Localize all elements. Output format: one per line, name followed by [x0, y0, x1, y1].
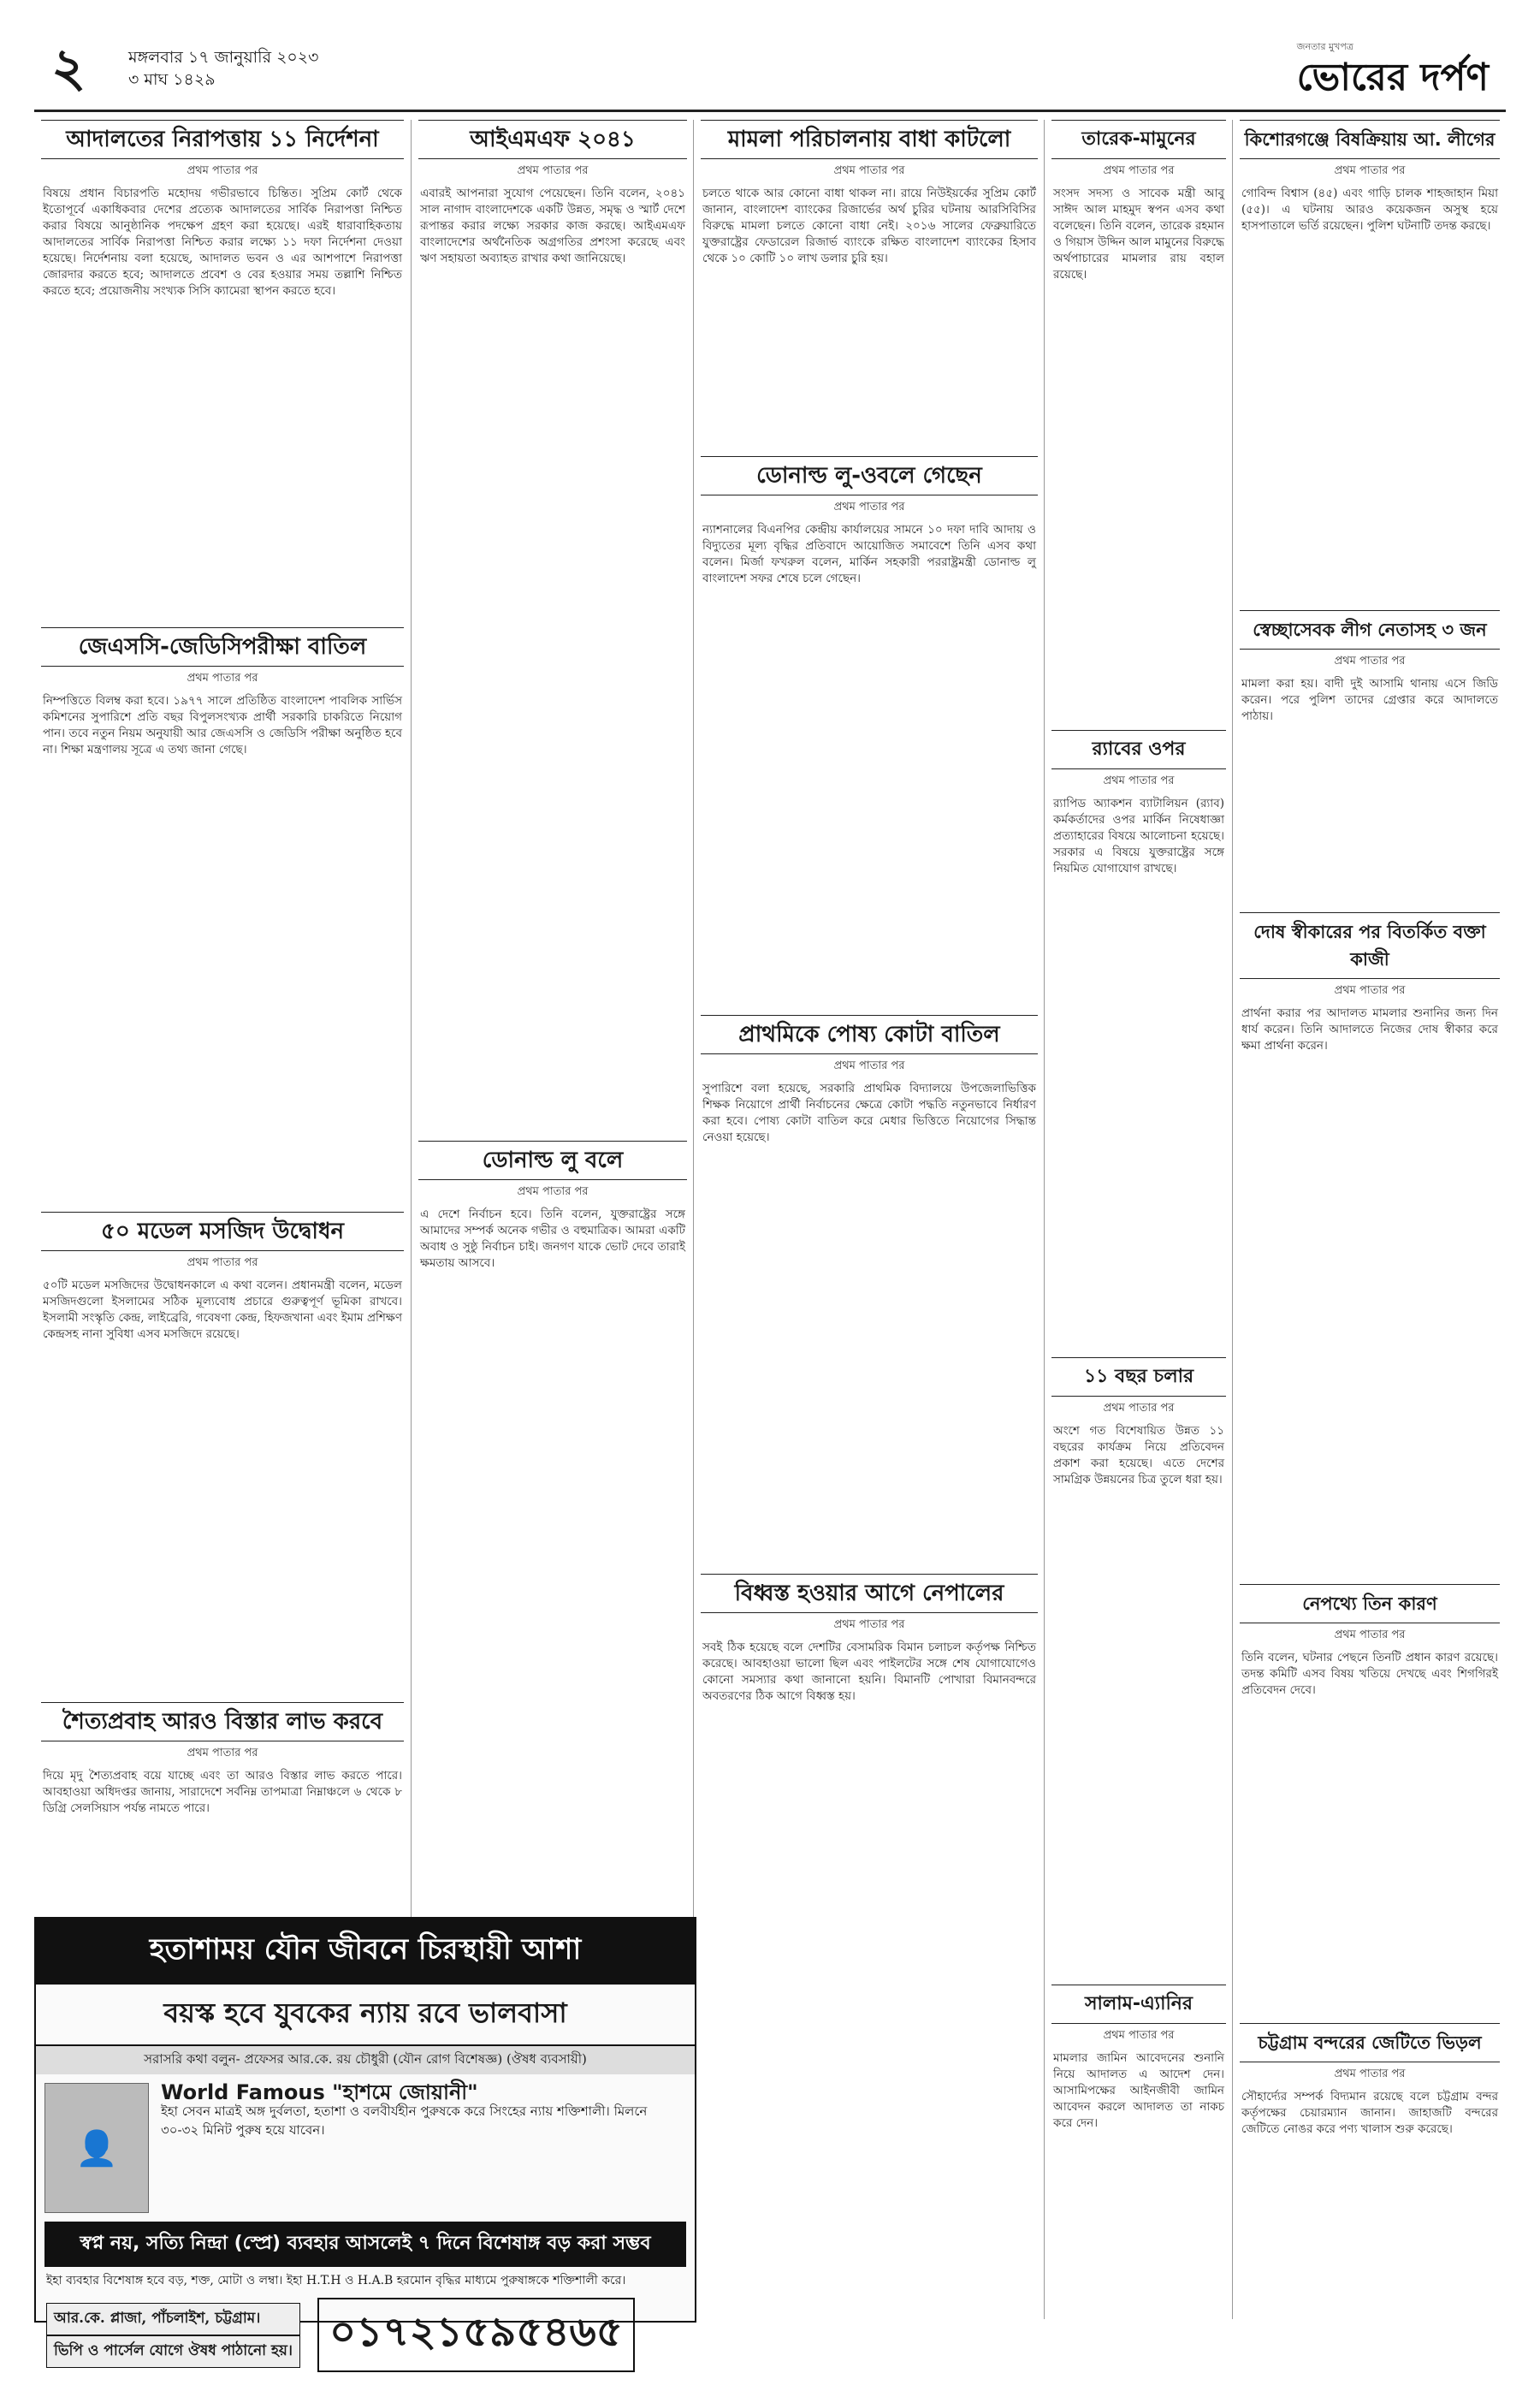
article-three-reasons [1233, 1584, 1507, 2009]
ad-description: ইহা সেবন মাত্রই অঙ্গ দুর্বলতা, হতাশা ও বলবীর্যহীন পুরুষকে করে সিংহের ন্যায় শক্তিশালী। মিলনে ৩০-৩২ মিনিট পুরুষ হয়ে যাবেন। [161, 2103, 648, 2138]
article-donald-lu-said [412, 1141, 694, 1737]
headline: দোষ স্বীকারের পর বিতর্কিত বক্তা কাজী [1240, 912, 1500, 979]
article-chattogram-port [1233, 2023, 1507, 2397]
article-model-mosque [34, 1212, 411, 1688]
column-5 [1232, 120, 1507, 2319]
headline: বিধ্বস্ত হওয়ার আগে নেপালের [701, 1574, 1038, 1613]
article-body: সৌহার্দ্যের সম্পর্ক বিদ্যমান রয়েছে বলে চট্টগ্রাম বন্দর কর্তৃপক্ষের চেয়ারম্যান জানান। জাহাজটি বন্দরের জেটিতে নোঙর করে পণ্য খালাস শুরু করেছে। [1241, 2090, 1498, 2136]
continued-label: প্রথম পাতার পর [833, 501, 905, 513]
headline: জেএসসি-জেডিসিপরীক্ষা বাতিল [41, 627, 404, 667]
continued-label: প্রথম পাতার পর [187, 672, 258, 685]
ad-phone: ০১৭২১৫৯৫৪৬৫ [317, 2298, 635, 2372]
headline: কিশোরগঞ্জে বিষক্রিয়ায় আ. লীগের [1240, 120, 1500, 159]
article-body: সুপারিশে বলা হয়েছে, সরকারি প্রাথমিক বিদ্যালয়ে উপজেলাভিত্তিক শিক্ষক নিয়োগে প্রার্থী নির্বাচনের ক্ষেত্রে কোটা পদ্ধতি নতুনভাবে নির্ধারণ করা হবে। পোষ্য কোটা বাতিল করে মেধার ভিত্তিতে নিয়োগের সিদ্ধান্ত নেওয়া হয়েছে। [702, 1082, 1036, 1144]
article-donald-lu-left [694, 456, 1045, 1001]
headline: ডোনাল্ড লু বলে [418, 1141, 687, 1180]
continued-label: প্রথম পাতার পর [517, 1185, 589, 1198]
article-jsc-jdc-cancelled [34, 627, 411, 1198]
continued-label: প্রথম পাতার পর [1103, 774, 1175, 787]
article-body: ৫০টি মডেল মসজিদের উদ্বোধনকালে এ কথা বলেন। প্রধানমন্ত্রী বলেন, মডেল মসজিদগুলো ইসলামের সঠিক মূল্যবোধ প্রচারে গুরুত্বপূর্ণ ভূমিকা রাখবে। ইসলামী সংস্কৃতি কেন্দ্র, লাইব্রেরি, গবেষণা কেন্দ্র, হিফজখানা এবং ইমাম প্রশিক্ষণ কেন্দ্রসহ নানা সুবিধা এসব মসজিদে রয়েছে। [43, 1279, 402, 1341]
article-nepal-crash [694, 1574, 1045, 2393]
article-court-security [34, 120, 411, 614]
ad-banner: স্বপ্ন নয়, সত্যি নিন্দ্রা (স্প্রে) ব্যবহার আসলেই ৭ দিনে বিশেষাঙ্গ বড় করা সম্ভব [44, 2222, 686, 2267]
doctor-photo: 👤 [44, 2083, 149, 2213]
page-number: ২ [51, 36, 86, 98]
ad-delivery: ভিপি ও পার্সেল যোগে ঔষধ পাঠানো হয়। [46, 2335, 300, 2368]
article-body: মামলার জামিন আবেদনের শুনানি নিয়ে আদালত এ আদেশ দেন। আসামিপক্ষের আইনজীবী জামিন আবেদন করলে আদালত তা নাকচ করে দেন। [1053, 2051, 1224, 2130]
continued-label: প্রথম পাতার পর [1103, 164, 1175, 177]
ad-headline-2: বয়স্ক হবে যুবকের ন্যায় রবে ভালবাসা [36, 1985, 695, 2046]
article-11-years [1045, 1357, 1233, 1971]
ad-product-name: World Famous "হাশমে জোয়ানী" [161, 2080, 478, 2104]
article-imf-2041 [412, 120, 694, 1127]
continued-label: প্রথম পাতার পর [1334, 655, 1406, 667]
article-body: অংশে গত বিশেষায়িত উন্নত ১১ বছরের কার্যক্রম নিয়ে প্রতিবেদন প্রকাশ করা হয়েছে। এতে দেশের সামগ্রিক উন্নয়নের চিত্র তুলে ধরা হয়। [1053, 1424, 1224, 1486]
article-body: সংসদ সদস্য ও সাবেক মন্ত্রী আবু সাঈদ আল মাহমুদ স্বপন এসব কথা বলেছেন। তিনি বলেন, তারেক রহমান ও গিয়াস উদ্দিন আল মামুনের বিরুদ্ধে অর্থপাচারের মামলার রায় বহাল রয়েছে। [1053, 187, 1224, 282]
headline: স্বেচ্ছাসেবক লীগ নেতাসহ ৩ জন [1240, 610, 1500, 650]
headline: আদালতের নিরাপত্তায় ১১ নির্দেশনা [41, 120, 404, 159]
article-body: সবই ঠিক হয়েছে বলে দেশটির বেসামরিক বিমান চলাচল কর্তৃপক্ষ নিশ্চিত করেছে। আবহাওয়া ভালো ছিল এবং পাইলটের সঙ্গে শেষ যোগাযোগেও কোনো সমস্যার কথা জানানো হয়নি। বিমানটি পোখারা বিমানবন্দরে অবতরণের ঠিক আগে বিধ্বস্ত হয়। [702, 1641, 1036, 1703]
continued-label: প্রথম পাতার পর [1334, 2068, 1406, 2080]
headline: র‍্যাবের ওপর [1051, 730, 1226, 769]
article-body: এবারই আপনারা সুযোগ পেয়েছেন। তিনি বলেন, ২০৪১ সাল নাগাদ বাংলাদেশকে একটি উন্নত, সমৃদ্ধ ও স্মার্ট দেশে রূপান্তর করার লক্ষ্যে সরকার কাজ করছে। আইএমএফ বাংলাদেশের অর্থনৈতিক অগ্রগতির প্রশংসা করেছে এবং ঋণ সহায়তা অব্যাহত রাখার কথা জানিয়েছে। [420, 187, 685, 265]
column-3 [693, 120, 1045, 2319]
article-body: র‍্যাপিড অ্যাকশন ব্যাটালিয়ন (র‍্যাব) কর্মকর্তাদের ওপর মার্কিন নিষেধাজ্ঞা প্রত্যাহারের বিষয়ে আলোচনা হয়েছে। সরকার এ বিষয়ে যুক্তরাষ্ট্রের সঙ্গে নিয়মিত যোগাযোগ রাখছে। [1053, 797, 1224, 875]
headline: তারেক-মামুনের [1051, 120, 1226, 159]
continued-label: প্রথম পাতার পর [1334, 1629, 1406, 1641]
ad-text [161, 2080, 686, 2213]
article-body: প্রার্থনা করার পর আদালত মামলার শুনানির জন্য দিন ধার্য করেন। তিনি আদালতে নিজের দোষ স্বীকার করে ক্ষমা প্রার্থনা করেন। [1241, 1006, 1498, 1053]
article-body: দিয়ে মৃদু শৈত্যপ্রবাহ বয়ে যাচ্ছে এবং তা আরও বিস্তার লাভ করতে পারে। আবহাওয়া অধিদপ্তর জানায়, সারাদেশে সর্বনিম্ন তাপমাত্রা নিম্নাঞ্চলে ৬ থেকে ৮ ডিগ্রি সেলসিয়াস পর্যন্ত নামতে পারে। [43, 1769, 402, 1815]
continued-label: প্রথম পাতার পর [833, 1059, 905, 1072]
ad-address: আর.কে. প্লাজা, পাঁচলাইশ, চট্টগ্রাম। [46, 2303, 300, 2335]
article-body: মামলা করা হয়। বাদী দুই আসামি থানায় এসে জিডি করেন। পরে পুলিশ তাদের গ্রেপ্তার করে আদালতে পাঠায়। [1241, 677, 1498, 723]
article-rab [1045, 730, 1233, 1344]
headline: ডোনাল্ড লু-ওবলে গেছেন [701, 456, 1038, 495]
headline: শৈত্যপ্রবাহ আরও বিস্তার লাভ করবে [41, 1702, 404, 1741]
article-cold-wave [34, 1702, 411, 1896]
article-kishoreganj [1233, 120, 1507, 596]
advertisement [34, 1917, 696, 2359]
headline: নেপথ্যে তিন কারণ [1240, 1584, 1500, 1623]
continued-label: প্রথম পাতার পর [187, 1747, 258, 1759]
article-body: এ দেশে নির্বাচন হবে। তিনি বলেন, যুক্তরাষ্ট্রের সঙ্গে আমাদের সম্পর্ক অনেক গভীর ও বহুমাত্রিক। আমরা একটি অবাধ ও সুষ্ঠু নির্বাচন চাই। জনগণ যাকে ভোট দেবে তারাই ক্ষমতায় আসবে। [420, 1207, 685, 1270]
article-primary-quota [694, 1015, 1045, 1560]
paper-brand [1297, 39, 1489, 100]
ad-footer [36, 2294, 695, 2376]
ad-body [36, 2074, 695, 2222]
article-body: বিষয়ে প্রধান বিচারপতি মহোদয় গভীরভাবে চিন্তিত। সুপ্রিম কোর্ট থেকে ইতোপূর্বে একাধিকবার দেশের প্রত্যেক আদালতের সার্বিক নিরাপত্তা নিশ্চিত করার বিষয়ে আনুষ্ঠানিক পদক্ষেপ গ্রহণ করা হয়েছে। এরই ধারাবাহিকতায় আদালতের সার্বিক নিরাপত্তা নিশ্চিত করার লক্ষ্যে ১১ দফা নির্দেশনা দেওয়া হয়েছে। নির্দেশনায় বলা হয়েছে, আদালত ভবন ও এর আশপাশে নিরাপত্তা জোরদার করতে হবে; আদালতে প্রবেশ ও বের হওয়ার সময় তল্লাশি নিশ্চিত করতে হবে; প্রয়োজনীয় সংখ্যক সিসি ক্যামেরা স্থাপন করতে হবে। [43, 187, 402, 298]
continued-label: প্রথম পাতার পর [517, 164, 589, 177]
paper-name: ভোরের দর্পণ [1296, 56, 1489, 99]
paper-tagline: জনতার মুখপত্র [1296, 41, 1353, 52]
headline: ১১ বছর চলার [1051, 1357, 1226, 1397]
article-kazi-confession [1233, 912, 1507, 1570]
column-4 [1044, 120, 1233, 2319]
article-case-hurdle [694, 120, 1045, 442]
headline: চট্টগ্রাম বন্দরের জেটিতে ভিড়ল [1240, 2023, 1500, 2062]
headline: আইএমএফ ২০৪১ [418, 120, 687, 159]
continued-label: প্রথম পাতার পর [833, 164, 905, 177]
ad-details: ইহা ব্যবহার বিশেষাঙ্গ হবে বড়, শক্ত, মোটা ও লম্বা। ইহা H.T.H ও H.A.B হরমোন বৃদ্ধির মাধ্যমে পুরুষাঙ্গকে শক্তিশালী করে। [46, 2274, 626, 2287]
continued-label: প্রথম পাতার পর [833, 1618, 905, 1631]
article-body: তিনি বলেন, ঘটনার পেছনে তিনটি প্রধান কারণ রয়েছে। তদন্ত কমিটি এসব বিষয় খতিয়ে দেখছে এবং শিগগিরই প্রতিবেদন দেবে। [1241, 1651, 1498, 1697]
ad-contact-line: সরাসরি কথা বলুন- প্রফেসর আর.কে. রয় চৌধুরী (যৌন রোগ বিশেষজ্ঞ) (ঔষধ ব্যবসায়ী) [36, 2046, 695, 2074]
article-body: গোবিন্দ বিশ্বাস (৪৫) এবং গাড়ি চালক শাহজাহান মিয়া (৫৫)। এ ঘটনায় আরও কয়েকজন অসুস্থ হয়ে হাসপাতালে ভর্তি রয়েছেন। পুলিশ ঘটনাটি তদন্ত করছে। [1241, 187, 1498, 233]
headline: ৫০ মডেল মসজিদ উদ্বোধন [41, 1212, 404, 1251]
headline: সালাম-এ্যানির [1051, 1985, 1226, 2024]
article-body: নিম্পত্তিতে বিলম্ব করা হবে। ১৯৭৭ সালে প্রতিষ্ঠিত বাংলাদেশ পাবলিক সার্ভিস কমিশনের সুপারিশে প্রতি বছর বিপুলসংখ্যক প্রার্থী সরকারি চাকরিতে নিয়োগ পান। তবে নতুন নিয়ম অনুযায়ী আর জেএসসি ও জেডিসি পরীক্ষা অনুষ্ঠিত হবে না। শিক্ষা মন্ত্রণালয় সূত্রে এ তথ্য জানা গেছে। [43, 694, 402, 756]
article-volunteer-league [1233, 610, 1507, 899]
article-salam-annie [1045, 1985, 1233, 2307]
ad-address-block [46, 2303, 300, 2368]
headline: মামলা পরিচালনায় বাধা কাটলো [701, 120, 1038, 159]
headline: প্রাথমিকে পোষ্য কোটা বাতিল [701, 1015, 1038, 1054]
continued-label: প্রথম পাতার পর [187, 164, 258, 177]
continued-label: প্রথম পাতার পর [187, 1256, 258, 1269]
continued-label: প্রথম পাতার পর [1334, 164, 1406, 177]
date-line-2: ৩ মাঘ ১৪২৯ [128, 70, 216, 89]
date-line [128, 46, 319, 91]
continued-label: প্রথম পাতার পর [1103, 2029, 1175, 2042]
article-tareq-mamun [1045, 120, 1233, 716]
article-body: ন্যাশনালের বিএনপির কেন্দ্রীয় কার্যালয়ের সামনে ১০ দফা দাবি আদায় ও বিদ্যুতের মূল্য বৃদ্ধির প্রতিবাদে আয়োজিত সমাবেশে তিনি এসব কথা বলেন। মির্জা ফখরুল বলেন, মার্কিন সহকারী পররাষ্ট্রমন্ত্রী ডোনাল্ড লু বাংলাদেশ সফর শেষে চলে গেছেন। [702, 523, 1036, 585]
date-line-1: মঙ্গলবার ১৭ জানুয়ারি ২০২৩ [128, 48, 319, 67]
continued-label: প্রথম পাতার পর [1103, 1402, 1175, 1415]
masthead [34, 34, 1506, 112]
article-body: চলতে থাকে আর কোনো বাধা থাকল না। রায়ে নিউইয়র্কের সুপ্রিম কোর্ট জানান, বাংলাদেশ ব্যাংকের রিজার্ভের অর্থ চুরির ঘটনায় আরসিবিসির বিরুদ্ধে মামলা চলতে কোনো বাধা নেই। ২০১৬ সালের ফেব্রুয়ারিতে যুক্তরাষ্ট্রের ফেডারেল রিজার্ভ ব্যাংকে রক্ষিত বাংলাদেশ ব্যাংকের হিসাব থেকে ১০ কোটি ১০ লাখ ডলার চুরি হয়। [702, 187, 1036, 265]
ad-headline-1: হতাশাময় যৌন জীবনে চিরস্থায়ী আশা [36, 1919, 695, 1985]
continued-label: প্রথম পাতার পর [1334, 984, 1406, 997]
